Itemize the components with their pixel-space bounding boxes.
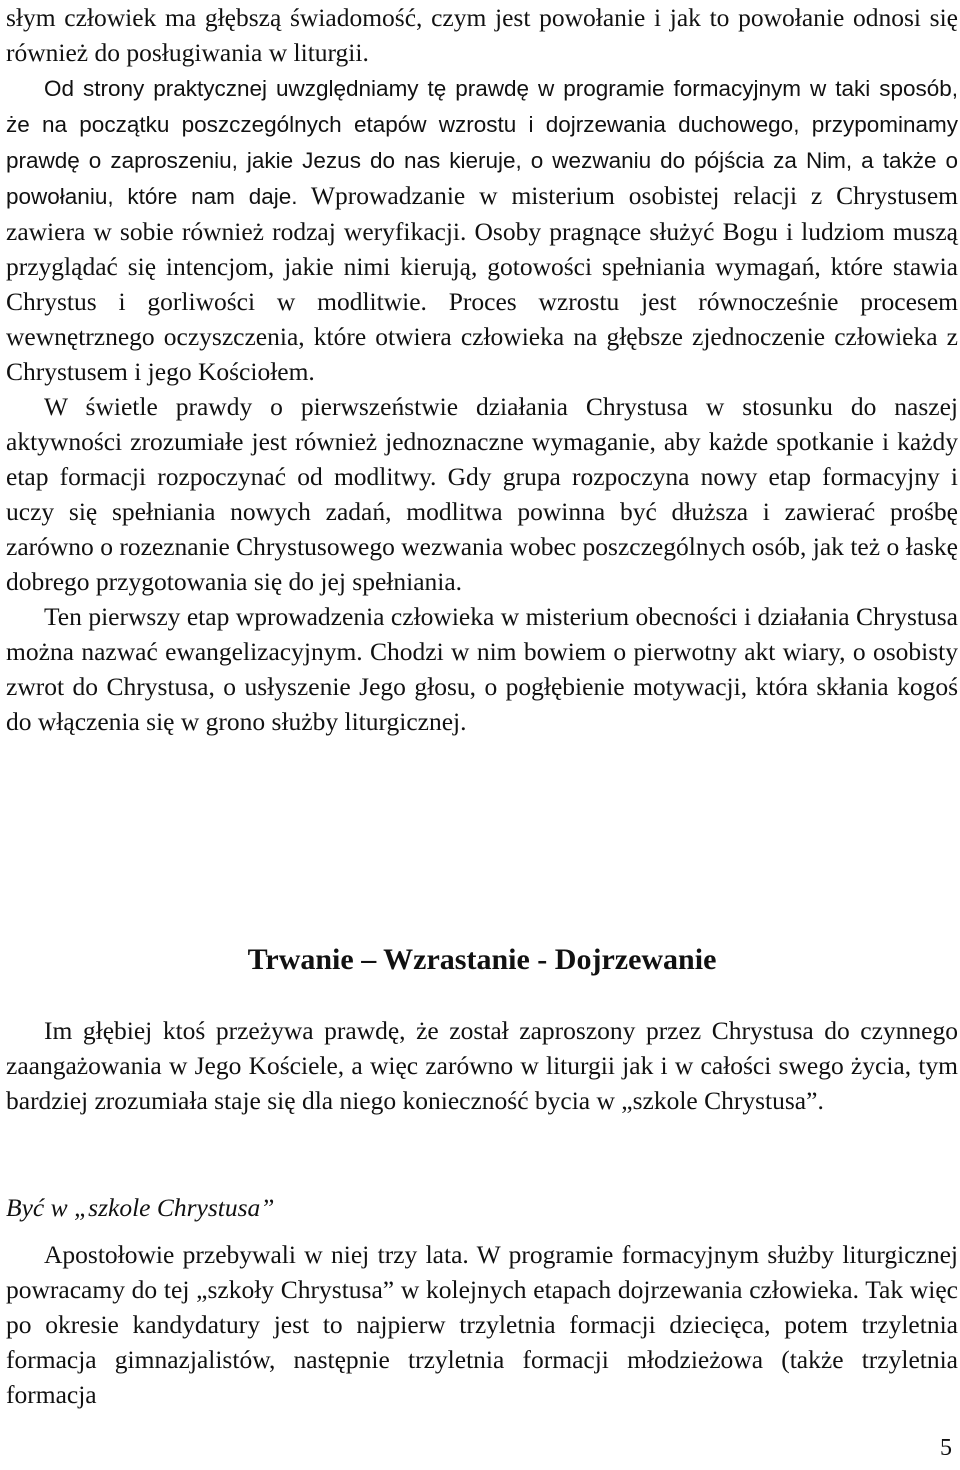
page-number: 5 [940, 1435, 952, 1461]
paragraph: Ten pierwszy etap wprowadzenia człowieka w misterium obecności i działania Chrystusa można nazwać ewangelizacyjnym. Chodzi w nim bowiem o pierwotny akt wiary, o osobisty zwrot do Chrystusa, o usłyszenie Jego głosu, o pogłębienie motywacji, która skłania kogoś do włączenia się w grono służby liturgicznej. [6, 602, 958, 736]
paragraph: Apostołowie przebywali w niej trzy lata. W programie formacyjnym służby liturgicznej powracamy do tej „szkoły Chrystusa” w kolejnych etapach dojrzewania człowieka. Tak więc po okresie kandydatury jest to najpierw trzyletnia formacji dziecięca, potem trzyletnia formacja gimnazjalistów, następnie trzyletnia formacji młodzieżowa (także trzyletnia formacja [6, 1240, 958, 1409]
document-page [6, 0, 958, 1470]
body-text-section-3 [6, 1237, 958, 1412]
body-text-section-1 [6, 0, 958, 739]
paragraph [6, 70, 958, 389]
paragraph: Im głębiej ktoś przeżywa prawdę, że został zaproszony przez Chrystusa do czynnego zaangażowania w Jego Kościele, a więc zarówno w liturgii jak i w całości swego życia, tym bardziej zrozumiała staje się dla niego konieczność bycia w „szkole Chrystusa”. [6, 1016, 958, 1115]
paragraph-sans-part: Od strony praktycznej uwzględniamy tę prawdę w programie formacyjnym w taki sposób, że na początku poszczególnych etapów wzrostu i dojrzewania duchowego, przypominamy prawdę o zaproszeniu, jakie Jezus do nas kieruje, o wezwaniu do pójścia za Nim, a także o powołaniu, które nam daje. [6, 76, 958, 209]
paragraph-serif-part: Wprowadzanie w misterium osobistej relacji z Chrystusem zawiera w sobie również rodzaj weryfikacji. Osoby pragnące służyć Bogu i ludziom muszą przyglądać się intencjom, jakie nimi kierują, gotowości spełniania wymagań, które stawia Chrystus i gorliwości w modlitwie. Proces wzrostu jest równocześnie procesem wewnętrznego oczyszczenia, które otwiera człowieka na głębsze zjednoczenie człowieka z Chrystusem i jego Kościołem. [6, 181, 958, 386]
section-heading: Trwanie – Wzrastanie - Dojrzewanie [247, 943, 717, 976]
paragraph: W świetle prawdy o pierwszeństwie działania Chrystusa w stosunku do naszej aktywności zrozumiałe jest również jednoznaczne wymaganie, aby każde spotkanie i każdy etap formacji rozpoczynać od modlitwy. Gdy grupa rozpoczyna nowy etap formacyjny i uczy się spełniania nowych zadań, modlitwa powinna być dłuższa i zawierać prośbę zarówno o rozeznanie Chrystusowego wezwania wobec poszczególnych osób, jak też o łaskę dobrego przygotowania się do jej spełniania. [6, 392, 958, 596]
subsection-heading: Być w „szkole Chrystusa” [6, 1193, 275, 1222]
paragraph: słym człowiek ma głębszą świadomość, czym jest powołanie i jak to powołanie odnosi się również do posługiwania w liturgii. [6, 3, 958, 67]
body-text-section-2 [6, 1013, 958, 1118]
